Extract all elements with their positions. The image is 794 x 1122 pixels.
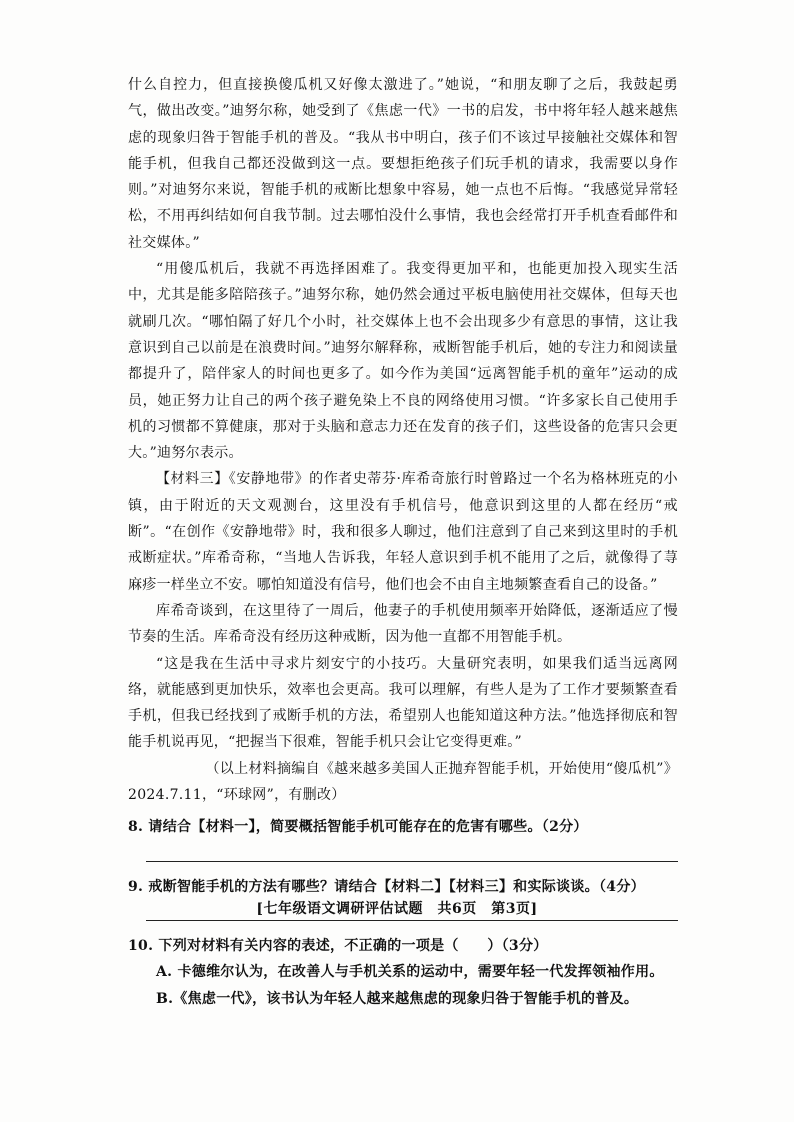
answer-line-q8[interactable] <box>146 861 678 862</box>
page-footer: [七年级语文调研评估试题 共6页 第3页] <box>256 901 538 917</box>
source-note-line-2: 2024.7.11，“环球网”，有删改） <box>128 787 346 804</box>
paragraph-4: 库希奇谈到，在这里待了一周后，他妻子的手机使用频率开始降低，逐渐适应了慢节奏的生活。库希奇没有经历这种戒断，因为他一直都不用智能手机。 <box>128 602 678 646</box>
paragraph-5: “这是我在生活中寻求片刻安宁的小技巧。大量研究表明，如果我们适当远离网络，就能感到更加快乐，效率也会更高。我可以理解，有些人是为了工作才要频繁查看手机，但我已经找到了戒断手机的方法，希望别人也能知道这种方法。”他选择彻底和智能手机说再见，“把握当下很难，智能手机只会让它变得更难。” <box>128 655 678 751</box>
source-note-line-1: （以上材料摘编自《越来越多美国人正抛弃智能手机，开始使用“傻瓜机”》 <box>205 760 678 777</box>
paragraph-1: 什么自控力，但直接换傻瓜机又好像太激进了。”她说，“和朋友聊了之后，我鼓起勇气，做出改变。”迪努尔称，她受到了《焦虑一代》一书的启发，书中将年轻人越来越焦虑的现象归咎于智能手机的普及。“我从书中明白，孩子们不该过早接触社交媒体和智能手机，但我自己都还没做到这一点。要想拒绝孩子们玩手机的请求，我需要以身作则。”对迪努尔来说，智能手机的戒断比想象中容易，她一点也不后悔。“我感觉异常轻松，不用再纠结如何自我节制。过去哪怕没什么事情，我也会经常打开手机查看邮件和社交媒体。” <box>128 77 678 251</box>
paragraph-3: 【材料三】《安静地带》的作者史蒂芬·库希奇旅行时曾路过一个名为格林班克的小镇，由于附近的天文观测台，这里没有手机信号，他意识到这里的人都在经历“戒断”。“在创作《安静地带》时，我和很多人聊过，他们注意到了自己来到这里时的手机戒断症状。”库希奇称，“当地人告诉我，年轻人意识到手机不能用了之后，就像得了荨麻疹一样坐立不安。哪怕知道没有信号，他们也会不由自主地频繁查看自己的设备。” <box>128 471 678 593</box>
page-content <box>128 72 678 1012</box>
option-b: B.《焦虑一代》，该书认为年轻人越来越焦虑的现象归咎于智能手机的普及。 <box>156 990 639 1007</box>
question-9: 9. 戒断智能手机的方法有哪些？请结合【材料二】【材料三】和实际谈谈。（4分） <box>128 878 645 895</box>
paragraph-2: “用傻瓜机后，我就不再选择困难了。我变得更加平和，也能更加投入现实生活中，尤其是能多陪陪孩子。”迪努尔称，她仍然会通过平板电脑使用社交媒体，但每天也就刷几次。“哪怕隔了好几个小时，社交媒体上也不会出现多少有意思的事情，这让我意识到自己以前是在浪费时间。”迪努尔解释称，戒断智能手机后，她的专注力和阅读量都提升了，陪伴家人的时间也更多了。如今作为美国“远离智能手机的童年”运动的成员，她正努力让自己的两个孩子避免染上不良的网络使用习惯。“许多家长自己使用手机的习惯都不算健康，那对于头脑和意志力还在发育的孩子们，这些设备的危害只会更大。”迪努尔表示。 <box>128 261 678 462</box>
question-8: 8. 请结合【材料一】，简要概括智能手机可能存在的危害有哪些。（2分） <box>128 819 588 836</box>
question-10: 10. 下列对材料有关内容的表述，不正确的一项是（ ）（3分） <box>128 937 548 954</box>
answer-line-q9[interactable] <box>146 920 678 921</box>
option-a: A. 卡德维尔认为，在改善人与手机关系的运动中，需要年轻一代发挥领袖作用。 <box>156 964 664 981</box>
